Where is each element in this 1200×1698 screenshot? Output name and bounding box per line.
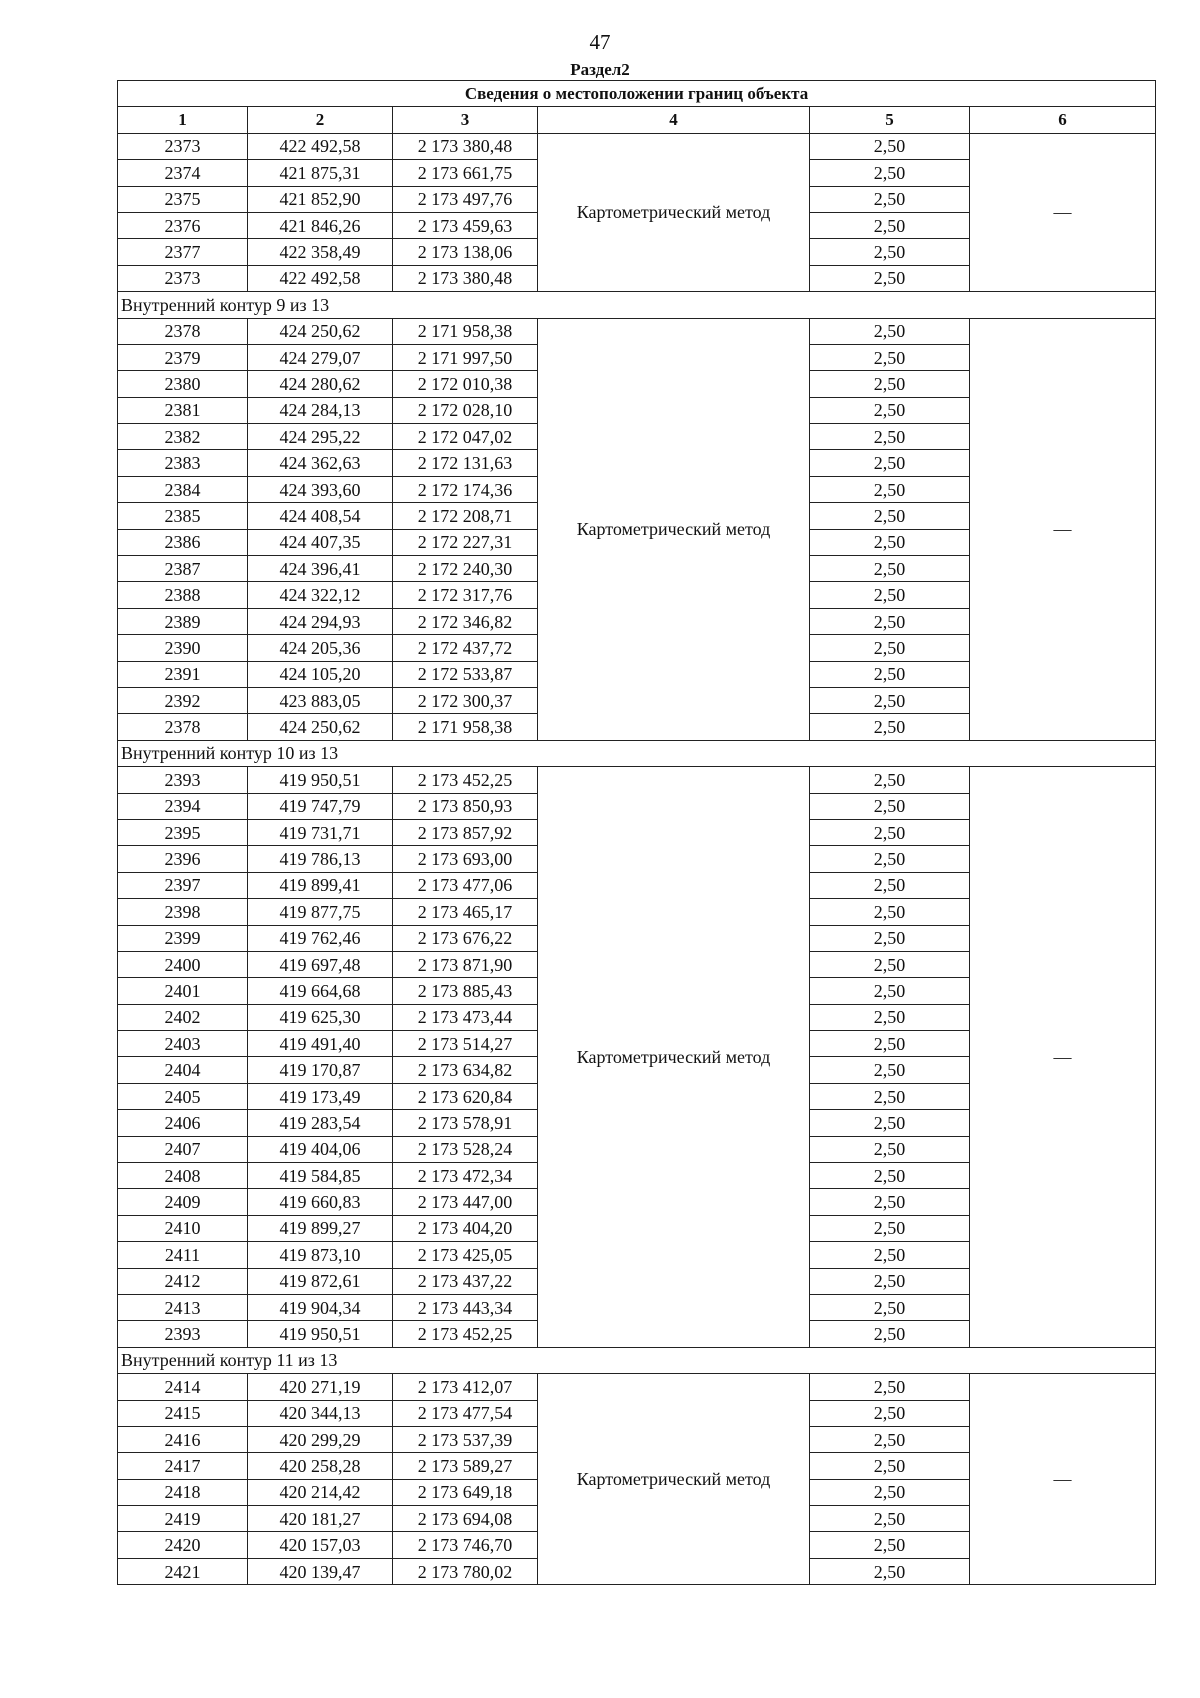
x-coordinate-cell: 419 170,87	[248, 1057, 393, 1083]
point-number-cell: 2392	[118, 687, 248, 713]
precision-cell: 2,50	[810, 450, 970, 476]
y-coordinate-cell: 2 173 447,00	[393, 1189, 538, 1215]
y-coordinate-cell: 2 172 240,30	[393, 556, 538, 582]
x-coordinate-cell: 419 762,46	[248, 925, 393, 951]
x-coordinate-cell: 424 295,22	[248, 424, 393, 450]
column-header-1: 1	[118, 107, 248, 133]
y-coordinate-cell: 2 173 465,17	[393, 899, 538, 925]
point-number-cell: 2373	[118, 265, 248, 291]
note-cell: —	[970, 1374, 1156, 1585]
point-number-cell: 2374	[118, 160, 248, 186]
precision-cell: 2,50	[810, 951, 970, 977]
point-number-cell: 2421	[118, 1558, 248, 1584]
x-coordinate-cell: 421 846,26	[248, 212, 393, 238]
precision-cell: 2,50	[810, 397, 970, 423]
y-coordinate-cell: 2 172 227,31	[393, 529, 538, 555]
point-number-cell: 2410	[118, 1215, 248, 1241]
precision-cell: 2,50	[810, 1453, 970, 1479]
y-coordinate-cell: 2 172 300,37	[393, 687, 538, 713]
precision-cell: 2,50	[810, 1479, 970, 1505]
y-coordinate-cell: 2 173 497,76	[393, 186, 538, 212]
y-coordinate-cell: 2 172 317,76	[393, 582, 538, 608]
x-coordinate-cell: 419 950,51	[248, 767, 393, 793]
precision-cell: 2,50	[810, 1532, 970, 1558]
x-coordinate-cell: 420 157,03	[248, 1532, 393, 1558]
y-coordinate-cell: 2 172 533,87	[393, 661, 538, 687]
method-cell: Картометрический метод	[538, 1374, 810, 1585]
precision-cell: 2,50	[810, 503, 970, 529]
x-coordinate-cell: 424 294,93	[248, 608, 393, 634]
precision-cell: 2,50	[810, 925, 970, 951]
x-coordinate-cell: 419 731,71	[248, 819, 393, 845]
point-number-cell: 2378	[118, 318, 248, 344]
contour-title: Внутренний контур 10 из 13	[118, 740, 1156, 766]
y-coordinate-cell: 2 172 131,63	[393, 450, 538, 476]
precision-cell: 2,50	[810, 1506, 970, 1532]
precision-cell: 2,50	[810, 1004, 970, 1030]
x-coordinate-cell: 419 173,49	[248, 1083, 393, 1109]
note-cell: —	[970, 133, 1156, 291]
point-number-cell: 2379	[118, 344, 248, 370]
point-number-cell: 2386	[118, 529, 248, 555]
precision-cell: 2,50	[810, 1083, 970, 1109]
y-coordinate-cell: 2 172 028,10	[393, 397, 538, 423]
y-coordinate-cell: 2 173 746,70	[393, 1532, 538, 1558]
x-coordinate-cell: 420 344,13	[248, 1400, 393, 1426]
x-coordinate-cell: 424 393,60	[248, 476, 393, 502]
precision-cell: 2,50	[810, 1110, 970, 1136]
x-coordinate-cell: 419 899,27	[248, 1215, 393, 1241]
table-row	[118, 133, 1156, 159]
column-header-4: 4	[538, 107, 810, 133]
point-number-cell: 2394	[118, 793, 248, 819]
y-coordinate-cell: 2 173 578,91	[393, 1110, 538, 1136]
x-coordinate-cell: 420 299,29	[248, 1426, 393, 1452]
x-coordinate-cell: 424 279,07	[248, 344, 393, 370]
contour-title-row	[118, 740, 1156, 766]
point-number-cell: 2391	[118, 661, 248, 687]
x-coordinate-cell: 419 950,51	[248, 1321, 393, 1347]
precision-cell: 2,50	[810, 133, 970, 159]
x-coordinate-cell: 419 404,06	[248, 1136, 393, 1162]
x-coordinate-cell: 422 358,49	[248, 239, 393, 265]
x-coordinate-cell: 420 139,47	[248, 1558, 393, 1584]
point-number-cell: 2420	[118, 1532, 248, 1558]
y-coordinate-cell: 2 173 404,20	[393, 1215, 538, 1241]
point-number-cell: 2402	[118, 1004, 248, 1030]
y-coordinate-cell: 2 173 380,48	[393, 265, 538, 291]
precision-cell: 2,50	[810, 1400, 970, 1426]
y-coordinate-cell: 2 173 528,24	[393, 1136, 538, 1162]
precision-cell: 2,50	[810, 767, 970, 793]
precision-cell: 2,50	[810, 1268, 970, 1294]
x-coordinate-cell: 424 105,20	[248, 661, 393, 687]
contour-title: Внутренний контур 9 из 13	[118, 292, 1156, 318]
precision-cell: 2,50	[810, 1321, 970, 1347]
y-coordinate-cell: 2 172 174,36	[393, 476, 538, 502]
precision-cell: 2,50	[810, 846, 970, 872]
x-coordinate-cell: 420 181,27	[248, 1506, 393, 1532]
precision-cell: 2,50	[810, 1294, 970, 1320]
table-row	[118, 1374, 1156, 1400]
y-coordinate-cell: 2 173 537,39	[393, 1426, 538, 1452]
point-number-cell: 2382	[118, 424, 248, 450]
column-header-2: 2	[248, 107, 393, 133]
method-cell: Картометрический метод	[538, 767, 810, 1348]
y-coordinate-cell: 2 173 138,06	[393, 239, 538, 265]
y-coordinate-cell: 2 173 676,22	[393, 925, 538, 951]
contour-title-row	[118, 1347, 1156, 1373]
precision-cell: 2,50	[810, 899, 970, 925]
precision-cell: 2,50	[810, 687, 970, 713]
precision-cell: 2,50	[810, 1189, 970, 1215]
precision-cell: 2,50	[810, 1215, 970, 1241]
point-number-cell: 2376	[118, 212, 248, 238]
column-number-row	[118, 107, 1156, 133]
y-coordinate-cell: 2 173 857,92	[393, 819, 538, 845]
point-number-cell: 2383	[118, 450, 248, 476]
x-coordinate-cell: 424 280,62	[248, 371, 393, 397]
x-coordinate-cell: 421 852,90	[248, 186, 393, 212]
x-coordinate-cell: 419 873,10	[248, 1242, 393, 1268]
point-number-cell: 2403	[118, 1031, 248, 1057]
precision-cell: 2,50	[810, 872, 970, 898]
y-coordinate-cell: 2 173 589,27	[393, 1453, 538, 1479]
x-coordinate-cell: 419 904,34	[248, 1294, 393, 1320]
note-cell: —	[970, 767, 1156, 1348]
x-coordinate-cell: 424 250,62	[248, 714, 393, 740]
point-number-cell: 2405	[118, 1083, 248, 1109]
section-label: Раздел2	[570, 60, 630, 79]
column-header-3: 3	[393, 107, 538, 133]
y-coordinate-cell: 2 172 346,82	[393, 608, 538, 634]
point-number-cell: 2414	[118, 1374, 248, 1400]
y-coordinate-cell: 2 173 425,05	[393, 1242, 538, 1268]
x-coordinate-cell: 419 899,41	[248, 872, 393, 898]
table-row	[118, 767, 1156, 793]
point-number-cell: 2381	[118, 397, 248, 423]
x-coordinate-cell: 419 877,75	[248, 899, 393, 925]
point-number-cell: 2411	[118, 1242, 248, 1268]
column-header-5: 5	[810, 107, 970, 133]
x-coordinate-cell: 422 492,58	[248, 265, 393, 291]
point-number-cell: 2398	[118, 899, 248, 925]
point-number-cell: 2385	[118, 503, 248, 529]
y-coordinate-cell: 2 173 694,08	[393, 1506, 538, 1532]
point-number-cell: 2384	[118, 476, 248, 502]
point-number-cell: 2388	[118, 582, 248, 608]
y-coordinate-cell: 2 172 047,02	[393, 424, 538, 450]
contour-title-row	[118, 292, 1156, 318]
precision-cell: 2,50	[810, 556, 970, 582]
point-number-cell: 2397	[118, 872, 248, 898]
boundary-coordinates-table	[117, 80, 1156, 1585]
x-coordinate-cell: 424 408,54	[248, 503, 393, 529]
precision-cell: 2,50	[810, 318, 970, 344]
x-coordinate-cell: 420 271,19	[248, 1374, 393, 1400]
y-coordinate-cell: 2 173 477,54	[393, 1400, 538, 1426]
x-coordinate-cell: 424 407,35	[248, 529, 393, 555]
x-coordinate-cell: 420 214,42	[248, 1479, 393, 1505]
precision-cell: 2,50	[810, 819, 970, 845]
point-number-cell: 2412	[118, 1268, 248, 1294]
point-number-cell: 2415	[118, 1400, 248, 1426]
y-coordinate-cell: 2 173 661,75	[393, 160, 538, 186]
y-coordinate-cell: 2 173 412,07	[393, 1374, 538, 1400]
point-number-cell: 2395	[118, 819, 248, 845]
x-coordinate-cell: 422 492,58	[248, 133, 393, 159]
x-coordinate-cell: 419 872,61	[248, 1268, 393, 1294]
precision-cell: 2,50	[810, 1163, 970, 1189]
point-number-cell: 2373	[118, 133, 248, 159]
precision-cell: 2,50	[810, 371, 970, 397]
precision-cell: 2,50	[810, 582, 970, 608]
x-coordinate-cell: 419 660,83	[248, 1189, 393, 1215]
y-coordinate-cell: 2 171 958,38	[393, 714, 538, 740]
point-number-cell: 2409	[118, 1189, 248, 1215]
x-coordinate-cell: 424 205,36	[248, 635, 393, 661]
precision-cell: 2,50	[810, 1136, 970, 1162]
x-coordinate-cell: 423 883,05	[248, 687, 393, 713]
x-coordinate-cell: 421 875,31	[248, 160, 393, 186]
point-number-cell: 2417	[118, 1453, 248, 1479]
y-coordinate-cell: 2 173 473,44	[393, 1004, 538, 1030]
y-coordinate-cell: 2 173 871,90	[393, 951, 538, 977]
point-number-cell: 2413	[118, 1294, 248, 1320]
precision-cell: 2,50	[810, 793, 970, 819]
x-coordinate-cell: 420 258,28	[248, 1453, 393, 1479]
point-number-cell: 2419	[118, 1506, 248, 1532]
point-number-cell: 2407	[118, 1136, 248, 1162]
note-cell: —	[970, 318, 1156, 740]
x-coordinate-cell: 419 491,40	[248, 1031, 393, 1057]
precision-cell: 2,50	[810, 608, 970, 634]
precision-cell: 2,50	[810, 1374, 970, 1400]
point-number-cell: 2375	[118, 186, 248, 212]
precision-cell: 2,50	[810, 160, 970, 186]
point-number-cell: 2393	[118, 767, 248, 793]
y-coordinate-cell: 2 173 693,00	[393, 846, 538, 872]
y-coordinate-cell: 2 172 437,72	[393, 635, 538, 661]
precision-cell: 2,50	[810, 265, 970, 291]
method-cell: Картометрический метод	[538, 318, 810, 740]
x-coordinate-cell: 419 697,48	[248, 951, 393, 977]
precision-cell: 2,50	[810, 529, 970, 555]
page-number: 47	[589, 30, 611, 54]
y-coordinate-cell: 2 173 380,48	[393, 133, 538, 159]
y-coordinate-cell: 2 172 010,38	[393, 371, 538, 397]
precision-cell: 2,50	[810, 1057, 970, 1083]
x-coordinate-cell: 419 283,54	[248, 1110, 393, 1136]
y-coordinate-cell: 2 173 850,93	[393, 793, 538, 819]
y-coordinate-cell: 2 173 443,34	[393, 1294, 538, 1320]
precision-cell: 2,50	[810, 661, 970, 687]
table-row	[118, 318, 1156, 344]
precision-cell: 2,50	[810, 1426, 970, 1452]
y-coordinate-cell: 2 173 452,25	[393, 1321, 538, 1347]
point-number-cell: 2406	[118, 1110, 248, 1136]
precision-cell: 2,50	[810, 212, 970, 238]
column-header-6: 6	[970, 107, 1156, 133]
x-coordinate-cell: 424 284,13	[248, 397, 393, 423]
precision-cell: 2,50	[810, 1031, 970, 1057]
precision-cell: 2,50	[810, 476, 970, 502]
point-number-cell: 2390	[118, 635, 248, 661]
point-number-cell: 2377	[118, 239, 248, 265]
x-coordinate-cell: 419 664,68	[248, 978, 393, 1004]
point-number-cell: 2396	[118, 846, 248, 872]
y-coordinate-cell: 2 173 780,02	[393, 1558, 538, 1584]
precision-cell: 2,50	[810, 1558, 970, 1584]
x-coordinate-cell: 424 362,63	[248, 450, 393, 476]
y-coordinate-cell: 2 173 634,82	[393, 1057, 538, 1083]
y-coordinate-cell: 2 173 620,84	[393, 1083, 538, 1109]
point-number-cell: 2399	[118, 925, 248, 951]
y-coordinate-cell: 2 171 997,50	[393, 344, 538, 370]
point-number-cell: 2401	[118, 978, 248, 1004]
table-body	[118, 133, 1156, 1584]
contour-title: Внутренний контур 11 из 13	[118, 1347, 1156, 1373]
x-coordinate-cell: 419 625,30	[248, 1004, 393, 1030]
point-number-cell: 2387	[118, 556, 248, 582]
y-coordinate-cell: 2 173 472,34	[393, 1163, 538, 1189]
x-coordinate-cell: 424 250,62	[248, 318, 393, 344]
y-coordinate-cell: 2 173 885,43	[393, 978, 538, 1004]
point-number-cell: 2380	[118, 371, 248, 397]
y-coordinate-cell: 2 173 649,18	[393, 1479, 538, 1505]
table-caption: Сведения о местоположении границ объекта	[118, 81, 1156, 107]
point-number-cell: 2408	[118, 1163, 248, 1189]
x-coordinate-cell: 419 786,13	[248, 846, 393, 872]
y-coordinate-cell: 2 173 437,22	[393, 1268, 538, 1294]
y-coordinate-cell: 2 173 459,63	[393, 212, 538, 238]
method-cell: Картометрический метод	[538, 133, 810, 291]
precision-cell: 2,50	[810, 424, 970, 450]
x-coordinate-cell: 419 747,79	[248, 793, 393, 819]
y-coordinate-cell: 2 172 208,71	[393, 503, 538, 529]
precision-cell: 2,50	[810, 978, 970, 1004]
y-coordinate-cell: 2 173 514,27	[393, 1031, 538, 1057]
x-coordinate-cell: 424 322,12	[248, 582, 393, 608]
precision-cell: 2,50	[810, 635, 970, 661]
y-coordinate-cell: 2 171 958,38	[393, 318, 538, 344]
precision-cell: 2,50	[810, 714, 970, 740]
precision-cell: 2,50	[810, 186, 970, 212]
y-coordinate-cell: 2 173 452,25	[393, 767, 538, 793]
point-number-cell: 2404	[118, 1057, 248, 1083]
point-number-cell: 2393	[118, 1321, 248, 1347]
precision-cell: 2,50	[810, 1242, 970, 1268]
point-number-cell: 2389	[118, 608, 248, 634]
precision-cell: 2,50	[810, 239, 970, 265]
precision-cell: 2,50	[810, 344, 970, 370]
x-coordinate-cell: 424 396,41	[248, 556, 393, 582]
point-number-cell: 2400	[118, 951, 248, 977]
point-number-cell: 2378	[118, 714, 248, 740]
y-coordinate-cell: 2 173 477,06	[393, 872, 538, 898]
point-number-cell: 2418	[118, 1479, 248, 1505]
point-number-cell: 2416	[118, 1426, 248, 1452]
x-coordinate-cell: 419 584,85	[248, 1163, 393, 1189]
